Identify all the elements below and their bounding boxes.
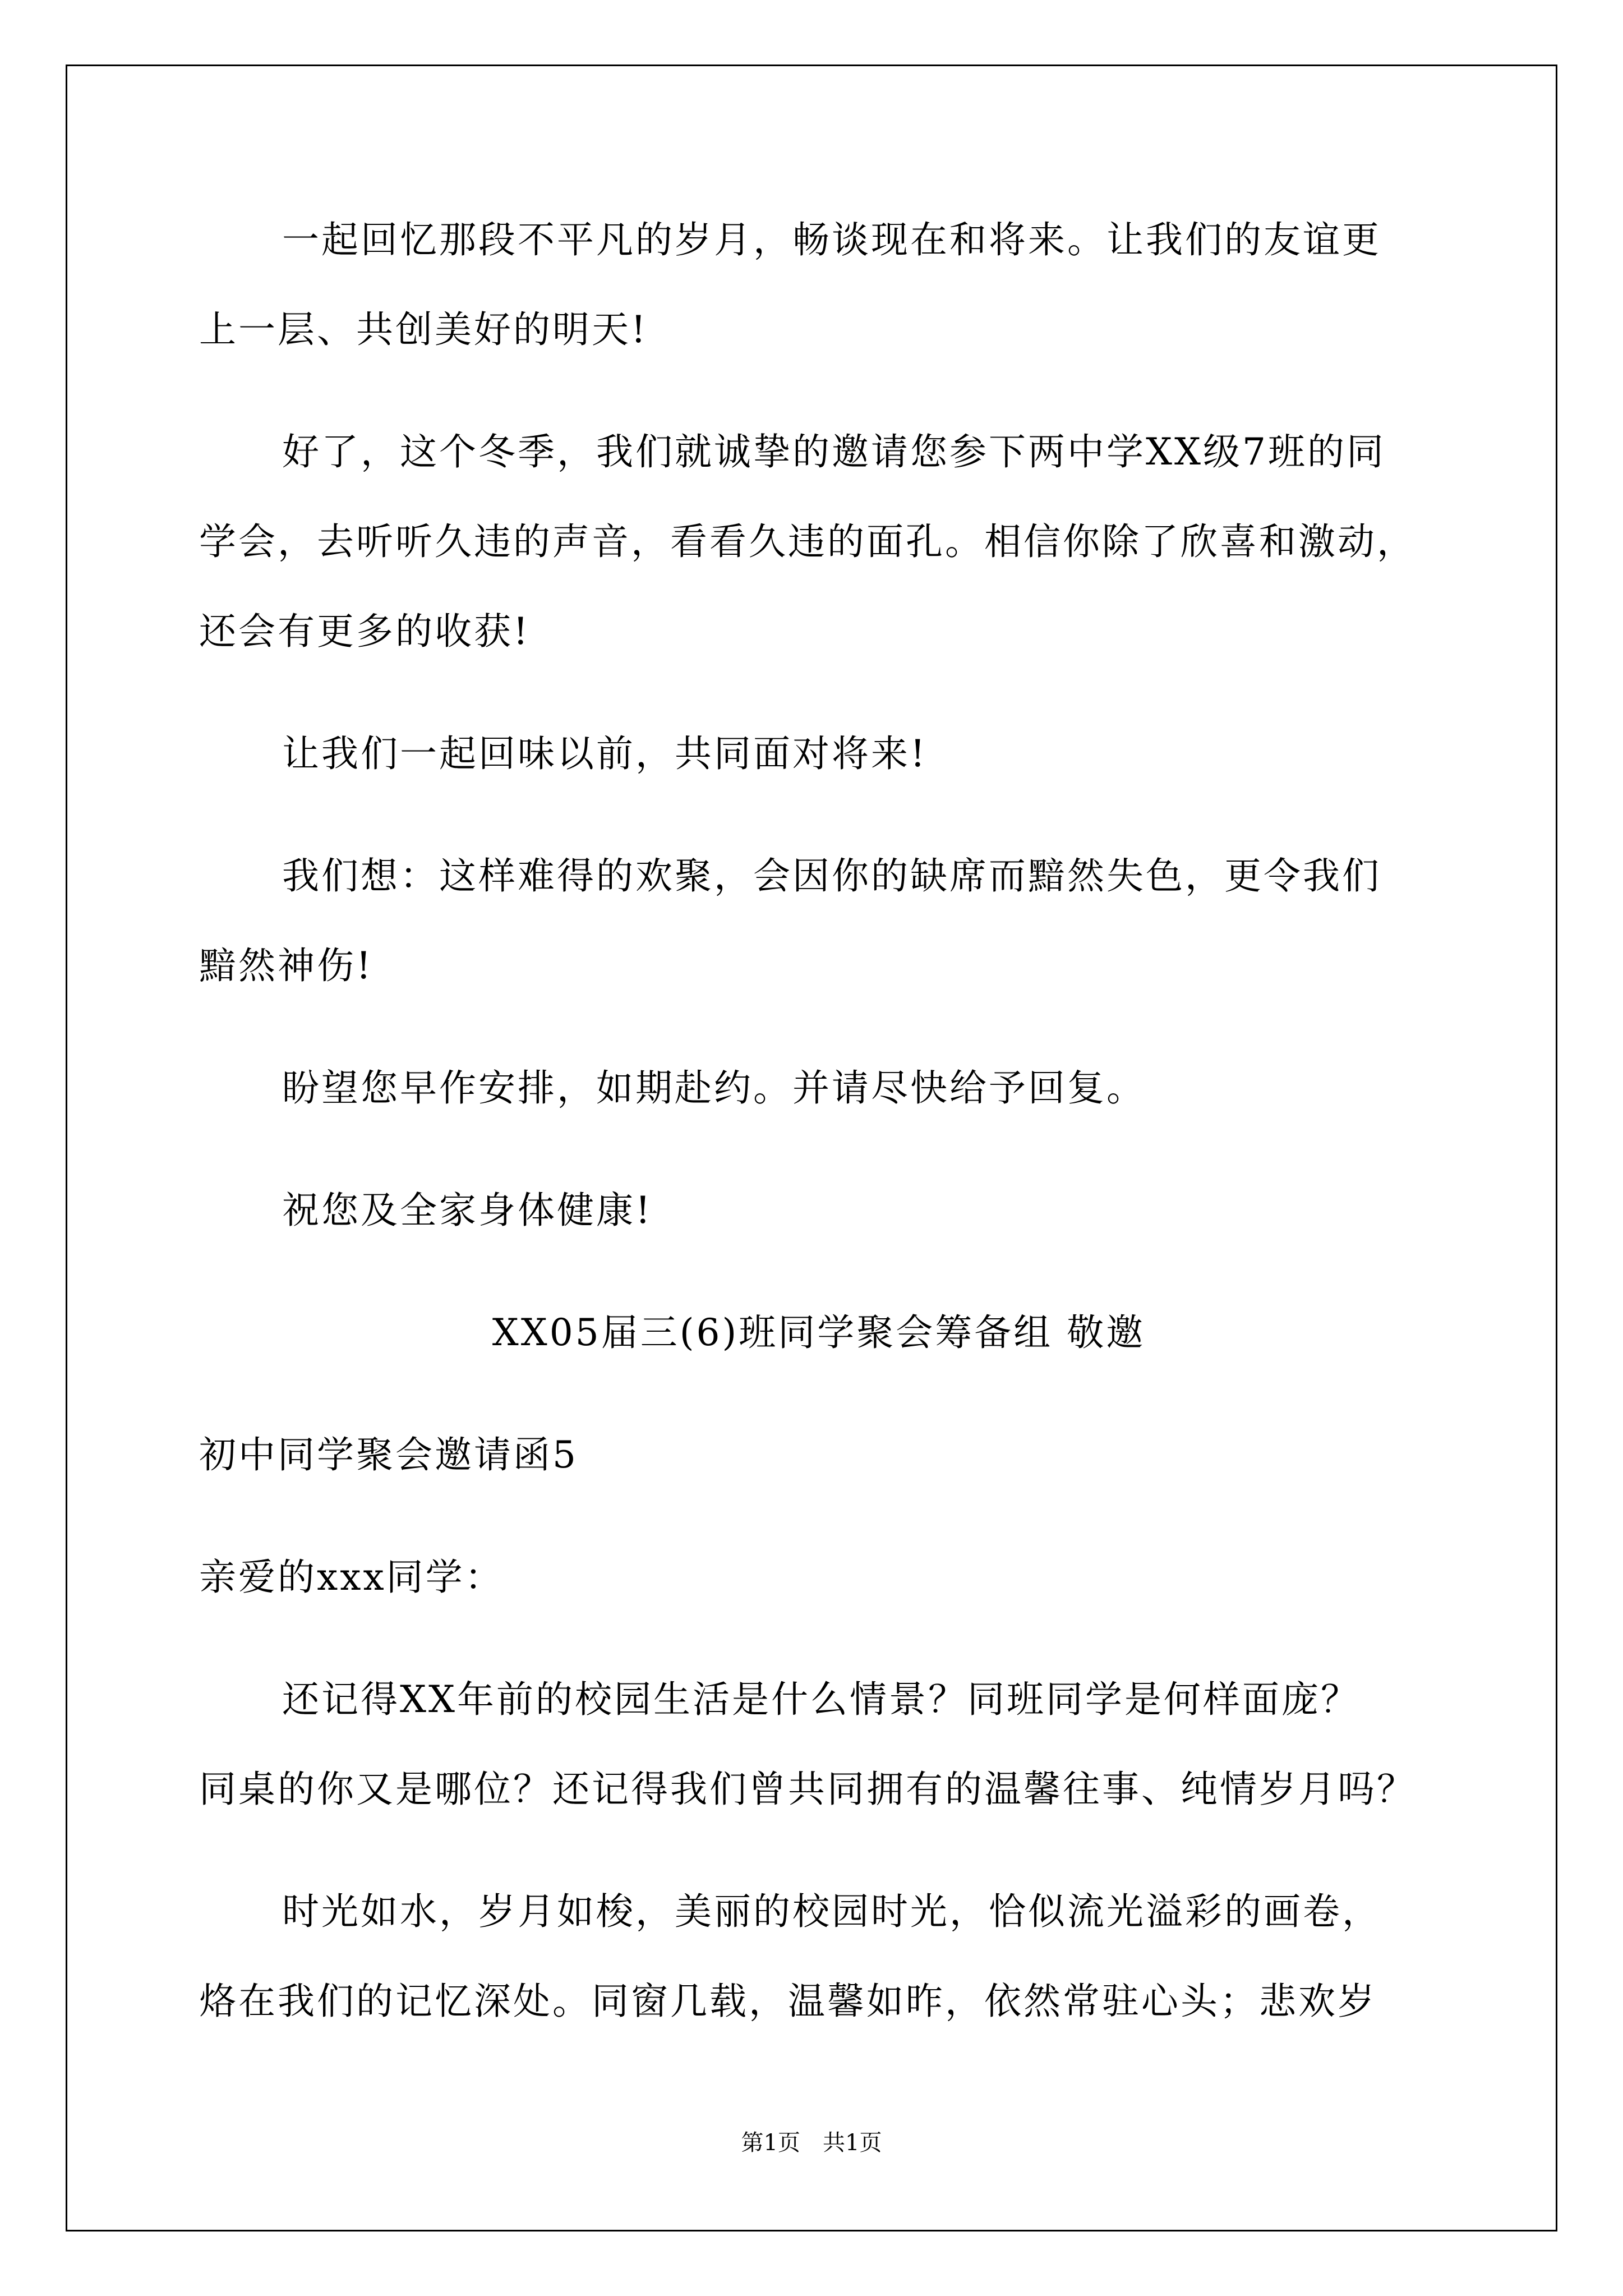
paragraph-line: 时光如水，岁月如梭，美丽的校园时光，恰似流光溢彩的画卷， <box>282 1890 1381 1933</box>
paragraph-line: 同桌的你又是哪位？还记得我们曾共同拥有的温馨往事、纯情岁月吗？ <box>199 1768 1416 1811</box>
page-footer: 第1页 共1页 <box>741 2130 882 2156</box>
paragraph-line: 学会，去听听久违的声音，看看久违的面孔。相信你除了欣喜和激动， <box>199 520 1416 563</box>
paragraph-line: 让我们一起回味以前，共同面对将来! <box>282 732 928 775</box>
paragraph-line: 还记得XX年前的校园生活是什么情景？同班同学是何样面庞？ <box>282 1678 1360 1721</box>
paragraph-line: 还会有更多的收获! <box>199 610 531 653</box>
paragraph-line: 一起回忆那段不平凡的岁月，畅谈现在和将来。让我们的友谊更 <box>282 218 1381 261</box>
paragraph-line: 我们想：这样难得的欢聚，会因你的缺席而黯然失色，更令我们 <box>282 854 1381 898</box>
salutation: 亲爱的xxx同学： <box>199 1556 504 1599</box>
paragraph-line: 烙在我们的记忆深处。同窗几载，温馨如昨，依然常驻心头；悲欢岁 <box>199 1980 1377 2023</box>
paragraph-line: 黯然神伤! <box>199 944 374 987</box>
signature-line: XX05届三(6)班同学聚会筹备组 敬邀 <box>492 1311 1146 1354</box>
paragraph-line: 盼望您早作安排，如期赴约。并请尽快给予回复。 <box>282 1066 1146 1110</box>
paragraph-line: 祝您及全家身体健康! <box>282 1189 653 1232</box>
paragraph-line: 上一层、共创美好的明天! <box>199 308 648 351</box>
section-title: 初中同学聚会邀请函5 <box>199 1433 578 1476</box>
paragraph-line: 好了，这个冬季，我们就诚挚的邀请您参下两中学XX级7班的同 <box>282 430 1386 473</box>
